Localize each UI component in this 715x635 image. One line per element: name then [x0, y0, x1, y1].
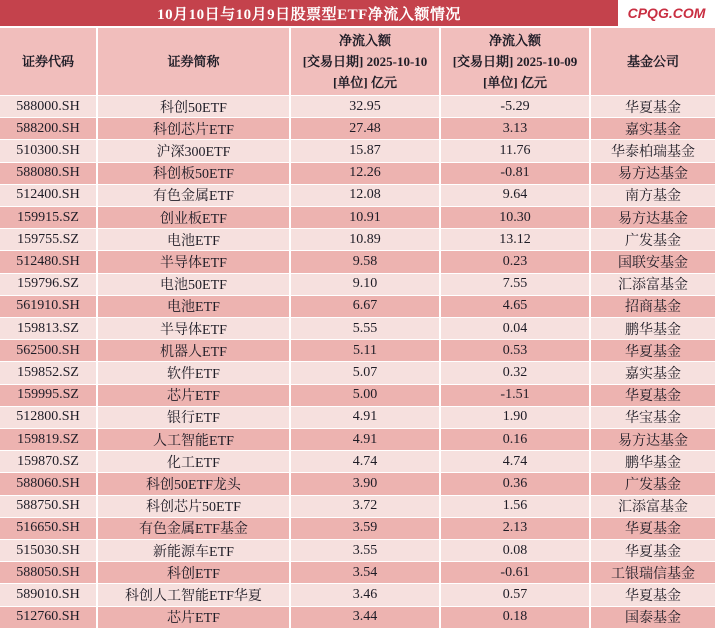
cell-security-code: 588200.SH: [0, 118, 98, 139]
cell-fund-company: 招商基金: [625, 300, 681, 316]
cell-security-name: 半导体ETF: [98, 318, 291, 339]
cell-inflow-1009: 3.13: [441, 118, 591, 139]
column-header-name: [98, 28, 291, 95]
cell-fund-company: 汇添富基金: [618, 500, 688, 516]
cell-fund-company: 易方达基金: [618, 211, 688, 227]
cell-security-name: 科创芯片50ETF: [98, 496, 291, 517]
cell-security-name: 科创50ETF: [98, 96, 291, 117]
cell-inflow-1010: 9.10: [291, 274, 441, 295]
cell-inflow-1010: 10.91: [291, 207, 441, 228]
column-header-inflow-1009: [441, 28, 591, 95]
cell-inflow-1009: -5.29: [441, 96, 591, 117]
cell-security-code: 159755.SZ: [0, 229, 98, 250]
cell-fund-company: 广发基金: [625, 478, 681, 494]
table-row: [0, 361, 715, 383]
cell-inflow-1009: 0.23: [441, 251, 591, 272]
cell-security-name: 电池ETF: [98, 229, 291, 250]
cell-security-code: 159852.SZ: [0, 362, 98, 383]
cell-fund-company: 易方达基金: [618, 167, 688, 183]
inflow-1009-line3: [单位] 亿元: [483, 75, 547, 90]
cell-security-code: 159870.SZ: [0, 451, 98, 472]
cell-security-name: 芯片ETF: [98, 385, 291, 406]
table-row: [0, 206, 715, 228]
cell-fund-company: 鹏华基金: [625, 455, 681, 471]
cell-inflow-1010: 10.89: [291, 229, 441, 250]
cell-inflow-1009: 10.30: [441, 207, 591, 228]
cell-security-code: 512760.SH: [0, 607, 98, 628]
table-row: [0, 117, 715, 139]
cell-security-code: 159915.SZ: [0, 207, 98, 228]
cell-inflow-1010: 3.46: [291, 584, 441, 605]
cell-security-code: 588060.SH: [0, 473, 98, 494]
table-row: [0, 162, 715, 184]
cell-fund-company: 汇添富基金: [618, 278, 688, 294]
table-row: [0, 384, 715, 406]
table-row: [0, 428, 715, 450]
cell-inflow-1009: 0.53: [441, 340, 591, 361]
cell-security-code: 588750.SH: [0, 496, 98, 517]
cell-inflow-1010: 5.00: [291, 385, 441, 406]
cell-inflow-1010: 3.59: [291, 518, 441, 539]
cell-security-name: 创业板ETF: [98, 207, 291, 228]
cell-security-name: 电池ETF: [98, 296, 291, 317]
table-body: [0, 95, 715, 628]
cell-fund-company: 鹏华基金: [625, 322, 681, 338]
cell-fund-company: 华夏基金: [625, 344, 681, 360]
cell-security-code: 159813.SZ: [0, 318, 98, 339]
cell-fund-company: 华夏基金: [625, 100, 681, 116]
table-row: [0, 250, 715, 272]
cell-security-code: 512480.SH: [0, 251, 98, 272]
cell-security-code: 159796.SZ: [0, 274, 98, 295]
cell-security-name: 科创ETF: [98, 562, 291, 583]
inflow-1010-line1: 净流入额: [338, 33, 391, 48]
cell-inflow-1009: 1.90: [441, 407, 591, 428]
cell-inflow-1009: 11.76: [441, 140, 591, 161]
cell-inflow-1009: 2.13: [441, 518, 591, 539]
cell-security-code: 588050.SH: [0, 562, 98, 583]
cell-inflow-1009: 0.16: [441, 429, 591, 450]
title-banner: [0, 0, 618, 26]
cell-inflow-1010: 27.48: [291, 118, 441, 139]
cell-fund-company: 华夏基金: [625, 544, 681, 560]
cell-security-name: 有色金属ETF: [98, 185, 291, 206]
cell-inflow-1010: 5.11: [291, 340, 441, 361]
table-row: [0, 273, 715, 295]
cell-inflow-1010: 12.26: [291, 163, 441, 184]
cell-security-name: 有色金属ETF基金: [98, 518, 291, 539]
cell-inflow-1009: 0.18: [441, 607, 591, 628]
bottom-partial-row: [0, 628, 715, 635]
cell-security-code: 588000.SH: [0, 96, 98, 117]
cell-inflow-1010: 3.90: [291, 473, 441, 494]
cell-security-code: 512400.SH: [0, 185, 98, 206]
cell-security-name: 银行ETF: [98, 407, 291, 428]
cell-fund-company: 华泰柏瑞基金: [611, 145, 695, 160]
cell-security-code: 515030.SH: [0, 540, 98, 561]
cell-fund-company: 广发基金: [625, 233, 681, 249]
cell-fund-company: 华夏基金: [625, 389, 681, 405]
table-row: [0, 495, 715, 517]
cell-inflow-1010: 9.58: [291, 251, 441, 272]
cell-inflow-1010: 12.08: [291, 185, 441, 206]
cell-inflow-1010: 3.72: [291, 496, 441, 517]
cell-inflow-1009: -0.81: [441, 163, 591, 184]
cell-security-name: 沪深300ETF: [98, 140, 291, 161]
cell-security-name: 化工ETF: [98, 451, 291, 472]
site-logo-text: CPQG.COM: [627, 5, 706, 21]
cell-security-name: 科创芯片ETF: [98, 118, 291, 139]
cell-security-name: 科创人工智能ETF华夏: [98, 584, 291, 605]
table-row: [0, 406, 715, 428]
table-row: [0, 317, 715, 339]
cell-security-name: 电池50ETF: [98, 274, 291, 295]
cell-security-code: 510300.SH: [0, 140, 98, 161]
cell-inflow-1009: 4.74: [441, 451, 591, 472]
cell-inflow-1009: 0.57: [441, 584, 591, 605]
cell-security-name: 软件ETF: [98, 362, 291, 383]
cell-security-code: 589010.SH: [0, 584, 98, 605]
cell-fund-company: 华夏基金: [625, 589, 681, 605]
table-row: [0, 184, 715, 206]
page-title: 10月10日与10月9日股票型ETF净流入额情况: [157, 6, 461, 23]
cell-fund-company: 华宝基金: [625, 411, 681, 427]
cell-inflow-1009: 0.32: [441, 362, 591, 383]
cell-security-code: 159819.SZ: [0, 429, 98, 450]
cell-security-name: 科创板50ETF: [98, 163, 291, 184]
cell-inflow-1010: 4.91: [291, 429, 441, 450]
cell-inflow-1009: 0.04: [441, 318, 591, 339]
cell-inflow-1010: 4.91: [291, 407, 441, 428]
cell-security-code: 588080.SH: [0, 163, 98, 184]
cell-inflow-1010: 5.55: [291, 318, 441, 339]
cell-fund-company: 华夏基金: [625, 522, 681, 538]
table-row: [0, 139, 715, 161]
table-header-row: [0, 28, 715, 95]
cell-inflow-1009: 1.56: [441, 496, 591, 517]
table-row: [0, 228, 715, 250]
cell-security-name: 新能源车ETF: [98, 540, 291, 561]
table-row: [0, 472, 715, 494]
inflow-1009-line2: [交易日期] 2025-10-09: [452, 54, 578, 69]
table-row: [0, 539, 715, 561]
column-header-company: [591, 28, 715, 95]
cell-inflow-1009: 0.36: [441, 473, 591, 494]
cell-inflow-1010: 6.67: [291, 296, 441, 317]
column-header-name-label: 证券简称: [167, 54, 220, 69]
column-header-code-label: 证券代码: [21, 54, 74, 69]
cell-security-code: 512800.SH: [0, 407, 98, 428]
cell-security-code: 562500.SH: [0, 340, 98, 361]
cell-inflow-1009: 13.12: [441, 229, 591, 250]
inflow-1009-line1: 净流入额: [488, 33, 541, 48]
cell-inflow-1010: 3.55: [291, 540, 441, 561]
table-row: [0, 95, 715, 117]
cell-security-name: 半导体ETF: [98, 251, 291, 272]
cell-inflow-1009: 4.65: [441, 296, 591, 317]
cell-fund-company: 国联安基金: [618, 256, 688, 272]
table-row: [0, 450, 715, 472]
table-row: [0, 606, 715, 628]
cell-inflow-1009: 9.64: [441, 185, 591, 206]
cell-inflow-1010: 15.87: [291, 140, 441, 161]
cell-security-code: 516650.SH: [0, 518, 98, 539]
cell-security-code: 159995.SZ: [0, 385, 98, 406]
table-row: [0, 583, 715, 605]
table-row: [0, 339, 715, 361]
cell-fund-company: 嘉实基金: [625, 122, 681, 138]
site-logo: [618, 0, 715, 26]
cell-inflow-1010: 3.54: [291, 562, 441, 583]
cell-inflow-1010: 5.07: [291, 362, 441, 383]
cell-fund-company: 易方达基金: [618, 433, 688, 449]
column-header-code: [0, 28, 98, 95]
cell-security-name: 机器人ETF: [98, 340, 291, 361]
inflow-1010-line3: [单位] 亿元: [333, 75, 397, 90]
cell-inflow-1010: 3.44: [291, 607, 441, 628]
cell-inflow-1010: 4.74: [291, 451, 441, 472]
cell-inflow-1009: -1.51: [441, 385, 591, 406]
cell-fund-company: 南方基金: [625, 189, 681, 205]
cell-fund-company: 工银瑞信基金: [611, 566, 695, 582]
cell-security-name: 芯片ETF: [98, 607, 291, 628]
column-header-inflow-1010: [291, 28, 441, 95]
cell-inflow-1009: 0.08: [441, 540, 591, 561]
table-row: [0, 561, 715, 583]
cell-fund-company: 嘉实基金: [625, 367, 681, 383]
cell-inflow-1010: 32.95: [291, 96, 441, 117]
cell-security-name: 人工智能ETF: [98, 429, 291, 450]
top-bar: [0, 0, 715, 26]
cell-fund-company: 国泰基金: [625, 611, 681, 627]
table-row: [0, 295, 715, 317]
table-row: [0, 517, 715, 539]
cell-inflow-1009: -0.61: [441, 562, 591, 583]
cell-security-name: 科创50ETF龙头: [98, 473, 291, 494]
cell-security-code: 561910.SH: [0, 296, 98, 317]
column-header-company-label: 基金公司: [626, 54, 679, 69]
inflow-1010-line2: [交易日期] 2025-10-10: [302, 54, 428, 69]
cell-inflow-1009: 7.55: [441, 274, 591, 295]
